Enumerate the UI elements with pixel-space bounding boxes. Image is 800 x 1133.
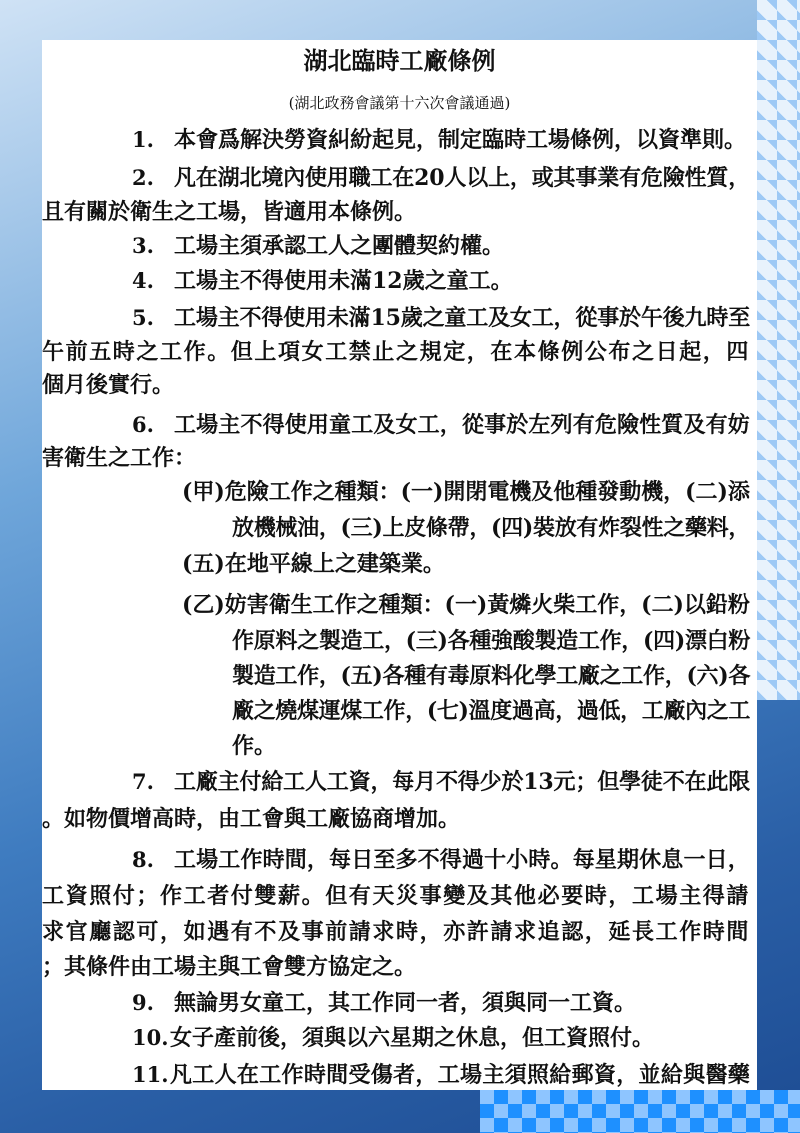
line-text: 作。	[232, 733, 277, 759]
line-text: 工場主須承認工人之團體契約權。	[174, 233, 505, 259]
document-subtitle: (湖北政務會議第十六次會議通過)	[288, 94, 511, 112]
line-text: 廠之燒煤運煤工作，(七)溫度過高，過低，工廠內之工	[232, 698, 751, 724]
article-number: 7.	[132, 769, 154, 794]
article-number: 5.	[132, 305, 154, 330]
line-text: (甲)危險工作之種類：(一)開閉電機及他種發動機，(二)添	[182, 479, 750, 505]
line-text: 製造工作，(五)各種有毒原料化學工廠之工作，(六)各	[232, 663, 751, 689]
line-text: 女子產前後，須與以六星期之休息，但工資照付。	[170, 1025, 655, 1051]
document-title: 湖北臨時工廠條例	[303, 46, 496, 75]
article-number: 11.	[132, 1062, 169, 1087]
line-text: 求官廳認可，如遇有不及事前請求時，亦許請求追認，延長工作時間	[42, 919, 751, 945]
line-text: 。如物價增高時，由工會與工廠協商增加。	[42, 806, 461, 832]
line-text: 凡在湖北境內使用職工在20人以上，或其事業有危險性質，	[174, 165, 751, 191]
line-text: 害衛生之工作：	[42, 445, 197, 471]
line-text: (五)在地平線上之建築業。	[182, 551, 445, 577]
document-page	[42, 40, 757, 1090]
article-number: 9.	[132, 990, 154, 1015]
background-pattern-bottom	[480, 1090, 800, 1133]
line-text: 午前五時之工作。但上項女工禁止之規定，在本條例公布之日起，四	[42, 339, 751, 365]
line-text: 工場主不得使用未滿15歲之童工及女工，從事於午後九時至	[174, 305, 751, 331]
article-number: 2.	[132, 165, 154, 190]
line-text: ；其條件由工場主與工會雙方協定之。	[42, 954, 417, 980]
line-text: 工廠主付給工人工資，每月不得少於13元；但學徒不在此限	[174, 769, 751, 795]
line-text: 工場主不得使用未滿12歲之童工。	[174, 268, 513, 294]
line-text: 且有關於衛生之工場，皆適用本條例。	[42, 199, 417, 225]
line-text: 本會爲解決勞資糾紛起見，制定臨時工場條例，以資準則。	[174, 127, 747, 153]
article-number: 6.	[132, 412, 154, 437]
line-text: 工場工作時間，每日至多不得過十小時。每星期休息一日，	[174, 847, 750, 873]
line-text: 個月後實行。	[42, 372, 175, 398]
article-number: 10.	[132, 1025, 169, 1050]
article-number: 8.	[132, 847, 154, 872]
line-text: 工資照付；作工者付雙薪。但有天災事變及其他必要時，工場主得請	[42, 883, 751, 909]
line-text: 無論男女童工，其工作同一者，須與同一工資。	[174, 990, 637, 1016]
article-number: 4.	[132, 268, 154, 293]
article-number: 3.	[132, 233, 154, 258]
line-text: 放機械油，(三)上皮條帶，(四)裝放有炸裂性之藥料，	[232, 515, 751, 541]
article-number: 1.	[132, 127, 154, 152]
background-pattern-right	[757, 0, 800, 700]
line-text: 工場主不得使用童工及女工，從事於左列有危險性質及有妨	[174, 412, 750, 438]
line-text: (乙)妨害衛生工作之種類：(一)黃燐火柴工作，(二)以鉛粉	[182, 592, 750, 618]
line-text: 凡工人在工作時間受傷者，工場主須照給郵資，並給與醫藥	[170, 1062, 751, 1088]
line-text: 作原料之製造工，(三)各種強酸製造工作，(四)漂白粉	[232, 628, 751, 654]
